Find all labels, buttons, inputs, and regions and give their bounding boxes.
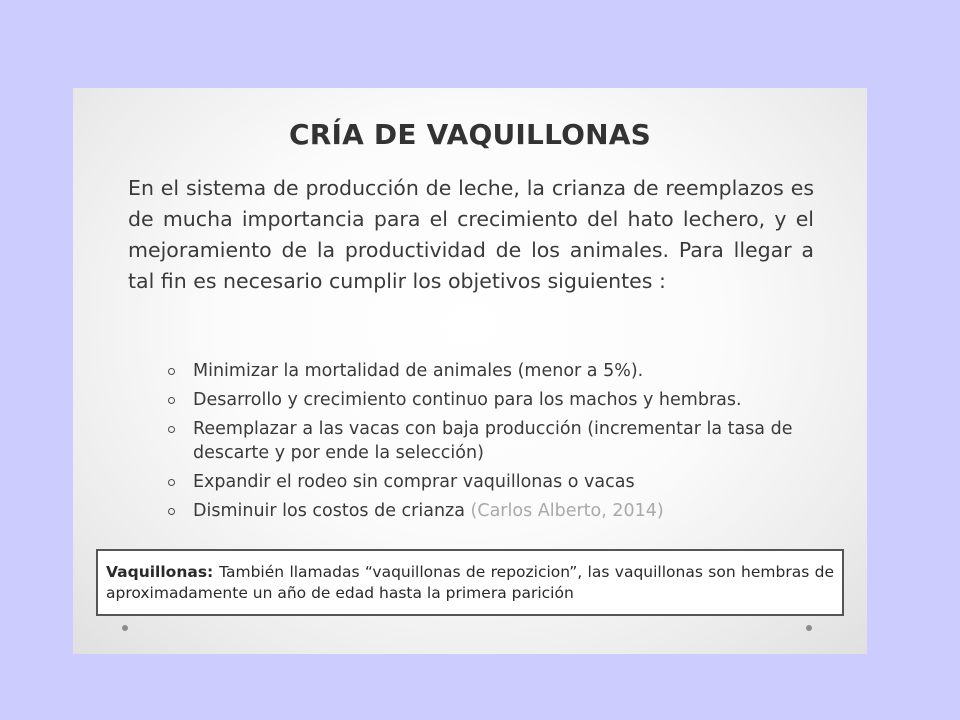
- objectives-list: [168, 359, 818, 528]
- definition-box: [96, 549, 844, 616]
- list-item: [168, 388, 818, 412]
- dot-handle-icon: [122, 625, 128, 631]
- hollow-circle-icon: [168, 508, 175, 515]
- objective-text: Disminuir los costos de crianza: [193, 501, 465, 521]
- list-item: [168, 359, 818, 383]
- citation: (Carlos Alberto, 2014): [470, 501, 664, 521]
- definition-text: También llamadas “vaquillonas de repozicion”, las vaquillonas son hembras de aproximadamente un año de edad hasta la primera parición: [106, 563, 835, 602]
- definition-term: Vaquillonas:: [106, 563, 220, 581]
- objective-text: Reemplazar a las vacas con baja producción (incrementar la tasa de descarte y por ende la selección): [193, 419, 793, 463]
- list-item: [168, 470, 818, 494]
- intro-paragraph: En el sistema de producción de leche, la crianza de reemplazos es de mucha importancia para el crecimiento del hato lechero, y el mejoramiento de la productividad de los animales. Para llegar a tal fin es necesario cumplir los objetivos siguientes :: [128, 176, 814, 293]
- list-item: [168, 499, 818, 523]
- slide: [73, 88, 867, 654]
- dot-handle-icon: [806, 625, 812, 631]
- hollow-circle-icon: [168, 426, 175, 433]
- hollow-circle-icon: [168, 368, 175, 375]
- objective-text: Desarrollo y crecimiento continuo para los machos y hembras.: [193, 390, 742, 410]
- objective-text: Minimizar la mortalidad de animales (menor a 5%).: [193, 361, 644, 381]
- objective-text: Expandir el rodeo sin comprar vaquillonas o vacas: [193, 472, 635, 492]
- slide-title: CRÍA DE VAQUILLONAS: [288, 118, 652, 151]
- list-item: [168, 417, 818, 465]
- hollow-circle-icon: [168, 397, 175, 404]
- hollow-circle-icon: [168, 479, 175, 486]
